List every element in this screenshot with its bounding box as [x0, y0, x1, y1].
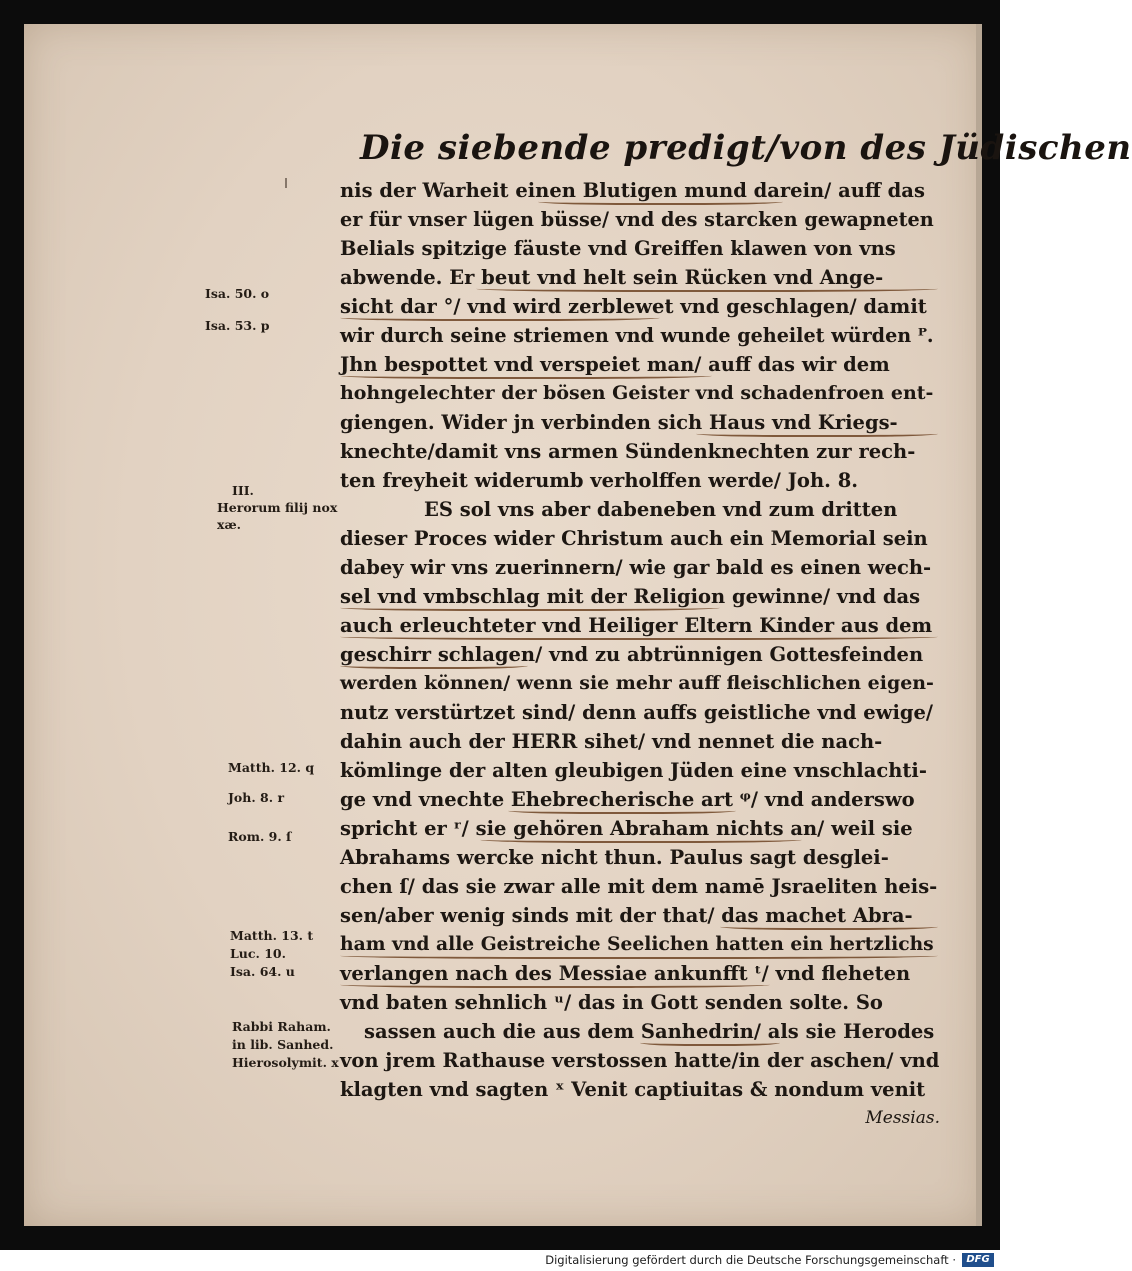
text-line: chen ſ/ das sie zwar alle mit dem namē Jsraeliten heis-: [340, 875, 938, 898]
text-line: klagten vnd sagten ˣ Venit captiuitas & nondum venit: [340, 1078, 926, 1101]
margin-note: Matth. 12. q: [228, 760, 315, 775]
margin-note: Matth. 13. t: [230, 928, 314, 943]
text-line: Belials spitzige fäuste vnd Greiffen klawen von vns: [340, 237, 896, 260]
text-line: dabey wir vns zuerinnern/ wie gar bald es einen wech-: [340, 556, 932, 579]
text-line: abwende. Er beut vnd helt sein Rücken vnd Ange-: [340, 263, 940, 292]
text-line: wir durch seine striemen vnd wunde geheilet würden ᴾ.: [340, 324, 934, 347]
text-line: Jhn bespottet vnd verspeiet man/ auff das wir dem: [340, 350, 940, 379]
text-line: ten freyheit widerumb verholffen werde/ Joh. 8.: [340, 469, 859, 492]
text-line: sen/aber wenig sinds mit der that/ das machet Abra-: [340, 901, 940, 930]
dfg-logo: DFG: [962, 1253, 994, 1267]
margin-note: Luc. 10.: [230, 946, 286, 961]
margin-note: Isa. 50. o: [205, 286, 270, 301]
margin-note: Rabbi Raham.: [232, 1019, 331, 1034]
text-line: verlangen nach des Messiae ankunfft ᵗ/ vnd fleheten: [340, 959, 940, 988]
margin-note: III.: [232, 483, 254, 498]
text-line: werden können/ wenn sie mehr auff fleischlichen eigen-: [340, 672, 934, 694]
text-line: nis der Warheit einen Blutigen mund darein/ auff das: [340, 176, 940, 205]
text-line: Abrahams wercke nicht thun. Paulus sagt desglei-: [340, 846, 889, 869]
margin-note: Rom. 9. ſ: [228, 829, 292, 844]
text-line: sel vnd vmbschlag mit der Religion gewinne/ vnd das: [340, 582, 940, 611]
text-line: ham vnd alle Geistreiche Seelichen hatten ein hertzlichs: [340, 930, 940, 959]
text-line: Messias.: [865, 1108, 940, 1128]
running-head: Die siebende predigt/von des Jüdischen: [360, 128, 1132, 168]
margin-note: Isa. 53. p: [205, 318, 270, 333]
footer-bar: [0, 1250, 1000, 1271]
ink-mark: [285, 178, 287, 188]
margin-note: Hierosolymit. x: [232, 1055, 339, 1070]
text-line: kömlinge der alten gleubigen Jüden eine vnschlachti-: [340, 759, 927, 782]
text-line: giengen. Wider jn verbinden sich Haus vnd Kriegs-: [340, 408, 940, 437]
text-line: hohngelechter der bösen Geister vnd schadenfroen ent-: [340, 382, 934, 404]
text-line: sassen auch die aus dem Sanhedrin/ als sie Herodes: [340, 1017, 940, 1046]
margin-note: Joh. 8. r: [228, 790, 285, 805]
text-line: vnd baten sehnlich ᵘ/ das in Gott senden solte. So: [340, 991, 883, 1014]
text-line: er für vnser lügen büsse/ vnd des starcken gewapneten: [340, 208, 934, 231]
text-line: dahin auch der HERR sihet/ vnd nennet die nach-: [340, 730, 883, 753]
text-line: nutz verstürtzet sind/ denn auffs geistliche vnd ewige/: [340, 701, 934, 724]
margin-note: Isa. 64. u: [230, 964, 295, 979]
text-line: auch erleuchteter vnd Heiliger Eltern Kinder aus dem: [340, 611, 940, 640]
text-line: sicht dar °/ vnd wird zerblewet vnd geschlagen/ damit: [340, 292, 940, 321]
text-line: ES sol vns aber dabeneben vnd zum dritten: [424, 498, 898, 521]
footer-credit: Digitalisierung gefördert durch die Deutsche Forschungsgemeinschaft ·: [545, 1253, 956, 1267]
text-line: dieser Proces wider Christum auch ein Memorial sein: [340, 527, 928, 550]
margin-note: Herorum filij nox: [217, 500, 338, 515]
text-line: ge vnd vnechte Ehebrecherische art ᵠ/ vnd anderswo: [340, 785, 940, 814]
text-line: spricht er ʳ/ sie gehören Abraham nichts an/ weil sie: [340, 814, 940, 843]
text-line: knechte/damit vns armen Sündenknechten zur rech-: [340, 440, 916, 463]
text-line: von jrem Rathause verstossen hatte/in der aschen/ vnd: [340, 1049, 940, 1072]
margin-note: xæ.: [217, 517, 241, 532]
margin-note: in lib. Sanhed.: [232, 1037, 334, 1052]
text-line: geschirr schlagen/ vnd zu abtrünnigen Gottesfeinden: [340, 640, 940, 669]
